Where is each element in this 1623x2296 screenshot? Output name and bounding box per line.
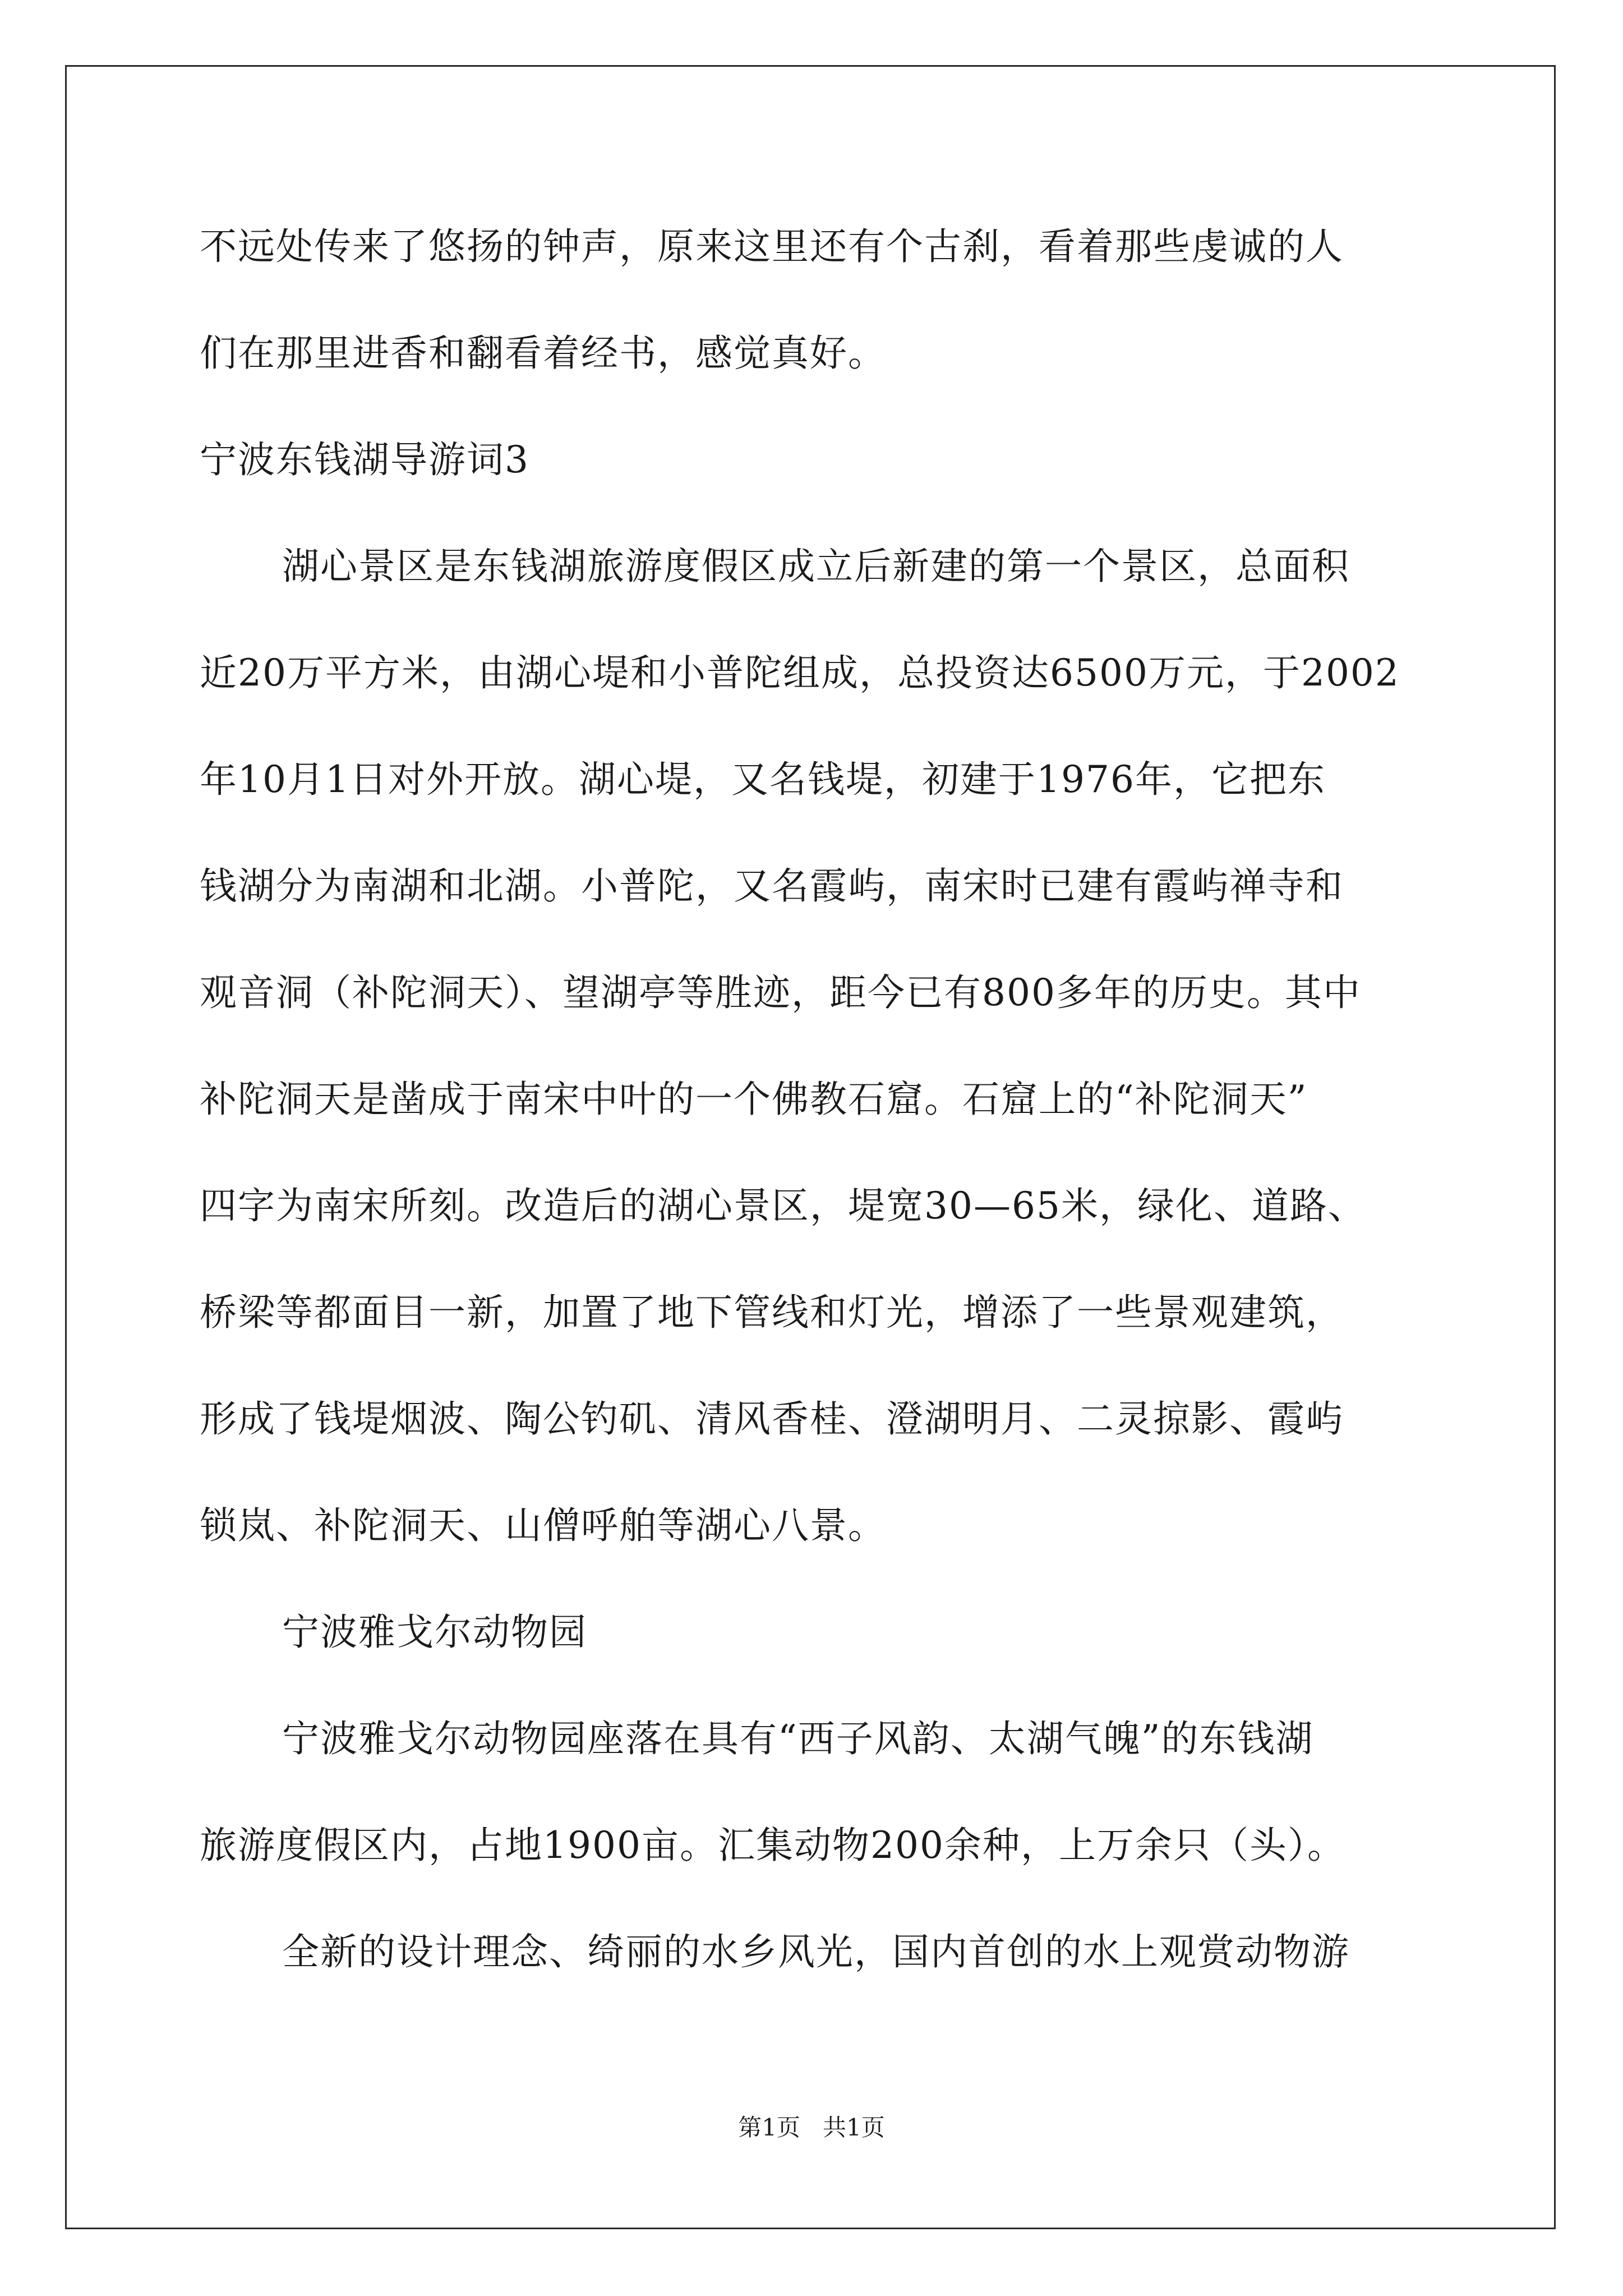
text-line: 近20万平方米，由湖心堤和小普陀组成，总投资达6500万元，于2002	[200, 651, 1400, 694]
text-line: 四字为南宋所刻。改造后的湖心景区，堤宽30—65米，绿化、道路、	[200, 1184, 1366, 1227]
text-line: 桥梁等都面目一新，加置了地下管线和灯光，增添了一些景观建筑，	[200, 1291, 1344, 1334]
subheading: 宁波雅戈尔动物园	[282, 1611, 587, 1654]
text-line: 补陀洞天是凿成于南宋中叶的一个佛教石窟。石窟上的“补陀洞天”	[200, 1078, 1308, 1121]
text-line: 们在那里进香和翻看着经书，感觉真好。	[200, 332, 886, 375]
text-line: 锁岚、补陀洞天、山僧呼舶等湖心八景。	[200, 1504, 886, 1547]
text-line: 湖心景区是东钱湖旅游度假区成立后新建的第一个景区，总面积	[282, 545, 1350, 588]
text-line: 旅游度假区内，占地1900亩。汇集动物200余种，上万余只（头）。	[200, 1824, 1345, 1867]
text-line: 全新的设计理念、绮丽的水乡风光，国内首创的水上观赏动物游	[282, 1930, 1350, 1973]
section-heading: 宁波东钱湖导游词3	[200, 438, 529, 481]
text-line: 年10月1日对外开放。湖心堤，又名钱堤，初建于1976年，它把东	[200, 758, 1326, 801]
text-line: 钱湖分为南湖和北湖。小普陀，又名霞屿，南宋时已建有霞屿禅寺和	[200, 864, 1344, 908]
text-line: 形成了钱堤烟波、陶公钓矶、清风香桂、澄湖明月、二灵掠影、霞屿	[200, 1397, 1344, 1441]
text-line: 观音洞（补陀洞天）、望湖亭等胜迹，距今已有800多年的历史。其中	[200, 971, 1361, 1014]
text-line: 不远处传来了悠扬的钟声，原来这里还有个古刹，看着那些虔诚的人	[200, 225, 1344, 268]
text-line: 宁波雅戈尔动物园座落在具有“西子风韵、太湖气魄”的东钱湖	[282, 1717, 1314, 1760]
page-footer: 第1页 共1页	[738, 2114, 885, 2141]
page-border	[65, 65, 1556, 2229]
